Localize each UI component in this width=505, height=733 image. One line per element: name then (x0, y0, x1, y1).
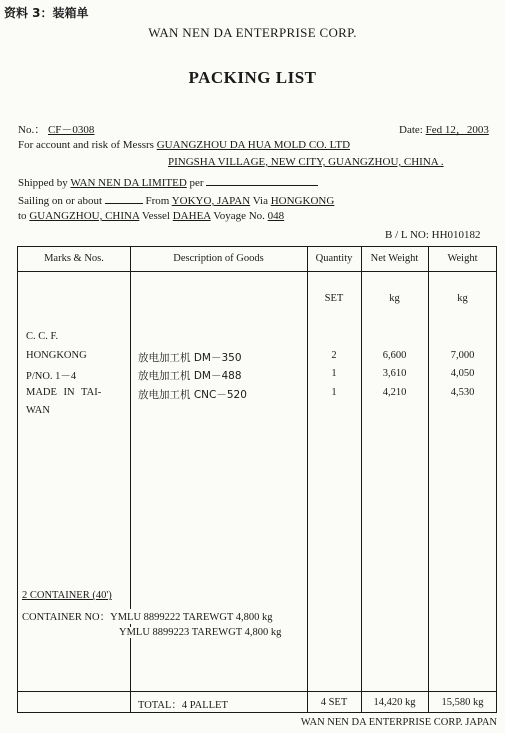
header-net-weight: Net Weight (370, 253, 419, 264)
no-value: CF－0308 (47, 124, 95, 136)
total-label: TOTAL：4 PALLET (138, 700, 228, 711)
mark-line: MADE IN TAI- (26, 387, 102, 398)
account-label: For account and risk of Messrs (18, 139, 154, 151)
header-divider (18, 271, 496, 272)
packing-table (17, 246, 497, 713)
company-name: WAN NEN DA ENTERPRISE CORP. (148, 25, 357, 40)
voyage-value: 048 (267, 210, 285, 222)
unit-weight: kg (457, 293, 468, 304)
unit-quantity: SET (324, 293, 344, 304)
consignee-address-line (168, 156, 444, 168)
consignee-name: GUANGZHOU DA HUA MOLD CO. LTD (156, 139, 351, 151)
footer-company: WAN NEN DA ENTERPRISE CORP. JAPAN (300, 717, 497, 728)
no-line (18, 121, 94, 137)
from-label: From (145, 195, 170, 207)
goods-net-weight: 4,210 (382, 387, 407, 398)
sailing-label: Sailing on or about (18, 195, 103, 207)
from-value: YOKYO, JAPAN (171, 195, 251, 207)
mark-line: WAN (26, 405, 50, 416)
vessel-label: Vessel (141, 210, 170, 222)
container-line: YMLU 8899223 TAREWGT 4,800 kg (119, 627, 285, 638)
container-heading: 2 CONTAINER (40') (22, 590, 116, 601)
vessel-value: DAHEA (172, 210, 211, 222)
to-label: to (18, 210, 27, 222)
mark-line: P/NO. 1－4 (26, 371, 77, 382)
total-weight: 15,580 kg (441, 697, 484, 708)
account-line (18, 139, 350, 151)
container-line: CONTAINER NO：YMLU 8899222 TAREWGT 4,800 kg (22, 609, 277, 624)
date-label: Date: (399, 124, 423, 136)
goods-net-weight: 6,600 (382, 350, 407, 361)
goods-weight: 4,530 (450, 387, 475, 398)
goods-description: 放电加工机 CNC－520 (138, 389, 247, 401)
sailing-blank (105, 193, 143, 204)
col-divider-marks-total (130, 694, 131, 712)
shipped-by-value: WAN NEN DA LIMITED (70, 177, 187, 189)
unit-net-weight: kg (389, 293, 400, 304)
goods-weight: 7,000 (450, 350, 475, 361)
destination-line (18, 210, 284, 222)
goods-net-weight: 3,610 (382, 368, 407, 379)
document-title: PACKING LIST (188, 68, 317, 87)
bl-label: B / L NO: (385, 229, 429, 241)
header-description: Description of Goods (173, 253, 264, 264)
per-blank (206, 175, 318, 186)
no-label: No.： (18, 124, 46, 136)
date-line (399, 121, 489, 137)
col-divider-description (307, 247, 308, 712)
col-divider-quantity (361, 247, 362, 712)
header-quantity: Quantity (315, 253, 353, 264)
goods-weight: 4,050 (450, 368, 475, 379)
goods-quantity: 1 (331, 387, 337, 398)
mark-line: HONGKONG (26, 350, 87, 361)
shipped-by-line (18, 175, 318, 189)
attachment-label: 资料 3：装箱单 (4, 6, 89, 20)
via-label: Via (252, 195, 268, 207)
voyage-label: Voyage No. (213, 210, 265, 222)
header-marks: Marks & Nos. (44, 253, 104, 264)
goods-quantity: 1 (331, 368, 337, 379)
goods-quantity: 2 (331, 350, 337, 361)
goods-description: 放电加工机 DM－350 (138, 352, 242, 364)
date-value: Fed 12，2003 (425, 124, 489, 136)
col-divider-netweight (428, 247, 429, 712)
to-value: GUANGZHOU, CHINA (29, 210, 140, 222)
via-value: HONGKONG (270, 195, 335, 207)
mark-line: C. C. F. (26, 331, 59, 342)
total-net-weight: 14,420 kg (373, 697, 416, 708)
total-divider (18, 691, 496, 692)
header-weight: Weight (447, 253, 478, 264)
bl-value: HH010182 (431, 229, 481, 241)
per-label: per (189, 177, 204, 189)
sailing-line (18, 193, 334, 207)
total-quantity: 4 SET (320, 697, 348, 708)
bl-line (385, 229, 481, 241)
goods-description: 放电加工机 DM－488 (138, 370, 242, 382)
consignee-address: PINGSHA VILLAGE, NEW CITY, GUANGZHOU, CHINA . (168, 156, 444, 168)
shipped-by-label: Shipped by (18, 177, 68, 189)
